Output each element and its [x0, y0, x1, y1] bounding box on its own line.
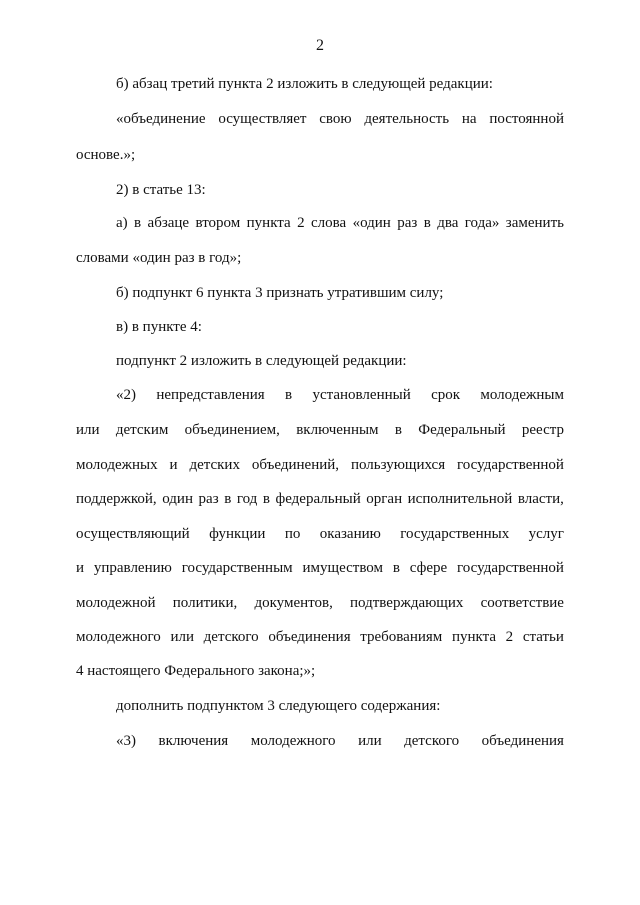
paragraph-line: б) подпункт 6 пункта 3 признать утратившим силу;	[116, 285, 444, 301]
paragraph-line	[76, 558, 564, 578]
word: осуществляющий	[76, 526, 190, 542]
word: государственных	[400, 526, 510, 542]
word: государственной	[457, 560, 564, 576]
word: молодежного	[250, 733, 336, 749]
word: заменить	[505, 215, 564, 231]
paragraph-line	[76, 455, 564, 475]
paragraph-line: дополнить подпунктом 3 следующего содержания:	[116, 698, 441, 714]
word: в	[394, 422, 402, 438]
word: абзаце	[147, 215, 190, 231]
word: в	[134, 215, 142, 231]
word: реестр	[521, 422, 564, 438]
word: Федеральный	[418, 422, 506, 438]
word: втором	[195, 215, 241, 231]
word: и	[76, 560, 85, 576]
paragraph-line	[76, 420, 564, 440]
word: детским	[115, 422, 169, 438]
word: «2)	[116, 387, 136, 403]
paragraph-line	[116, 213, 564, 233]
word: власти,	[517, 491, 564, 507]
word: молодежных	[76, 457, 158, 473]
word: государственным	[181, 560, 293, 576]
word: включения	[158, 733, 229, 749]
word: года»	[464, 215, 500, 231]
word: срок	[431, 387, 461, 403]
paragraph-line	[116, 385, 564, 405]
word: в	[423, 215, 431, 231]
word: сфере	[409, 560, 448, 576]
word: управлению	[93, 560, 172, 576]
word: свою	[319, 111, 352, 127]
word: объединений,	[251, 457, 340, 473]
word: услуг	[528, 526, 564, 542]
word: на	[461, 111, 477, 127]
word: соответствие	[480, 595, 564, 611]
word: политики,	[172, 595, 238, 611]
paragraph-line: 2) в статье 13:	[116, 182, 206, 198]
word: функции	[209, 526, 266, 542]
paragraph-line	[116, 731, 564, 751]
word: пункта	[451, 629, 496, 645]
paragraph-line: 4 настоящего Федерального закона;»;	[76, 663, 316, 679]
word: пользующихся	[350, 457, 446, 473]
word: объединением,	[184, 422, 280, 438]
paragraph-line	[76, 489, 564, 509]
word: детских	[189, 457, 240, 473]
paragraph-line: б) абзац третий пункта 2 изложить в следующей редакции:	[116, 76, 493, 92]
word: орган	[366, 491, 403, 507]
word: раз	[397, 215, 418, 231]
word: пункта	[246, 215, 291, 231]
word: в	[392, 560, 400, 576]
word: в	[262, 491, 270, 507]
word: один	[162, 491, 193, 507]
word: и	[169, 457, 178, 473]
paragraph-line	[76, 593, 564, 613]
word: документов,	[254, 595, 333, 611]
word: государственной	[457, 457, 564, 473]
word: непредставления	[156, 387, 265, 403]
page-number: 2	[316, 37, 324, 54]
word: в	[285, 387, 293, 403]
word: а)	[116, 215, 128, 231]
word: постоянной	[489, 111, 564, 127]
word: поддержкой,	[76, 491, 157, 507]
word: или	[76, 422, 100, 438]
word: 2	[297, 215, 305, 231]
paragraph-line: подпункт 2 изложить в следующей редакции:	[116, 353, 407, 369]
word: «объединение	[116, 111, 206, 127]
word: объединения	[481, 733, 564, 749]
paragraph-line	[76, 524, 564, 544]
word: оказанию	[319, 526, 381, 542]
word: два	[437, 215, 459, 231]
word: детского	[404, 733, 460, 749]
word: требованиям	[360, 629, 443, 645]
word: или	[170, 629, 195, 645]
word: включенным	[296, 422, 379, 438]
paragraph-line	[116, 109, 564, 129]
word: имуществом	[302, 560, 384, 576]
word: молодежным	[480, 387, 564, 403]
word: осуществляет	[218, 111, 307, 127]
word: слова	[310, 215, 347, 231]
word: подтверждающих	[350, 595, 464, 611]
word: или	[358, 733, 382, 749]
word: 2	[505, 629, 514, 645]
paragraph-line: в) в пункте 4:	[116, 319, 202, 335]
word: молодежного	[76, 629, 161, 645]
word: статьи	[522, 629, 564, 645]
word: в	[224, 491, 232, 507]
word: исполнительной	[407, 491, 513, 507]
word: раз	[198, 491, 219, 507]
word: молодежной	[76, 595, 156, 611]
word: установленный	[312, 387, 411, 403]
paragraph-line	[76, 627, 564, 647]
paragraph-line: основе.»;	[76, 147, 136, 163]
word: год	[236, 491, 258, 507]
word: детского	[203, 629, 259, 645]
word: по	[284, 526, 301, 542]
word: федеральный	[275, 491, 361, 507]
word: деятельность	[364, 111, 450, 127]
paragraph-line: словами «один раз в год»;	[76, 250, 242, 266]
word: «3)	[116, 733, 136, 749]
word: «один	[352, 215, 391, 231]
word: объединения	[268, 629, 351, 645]
